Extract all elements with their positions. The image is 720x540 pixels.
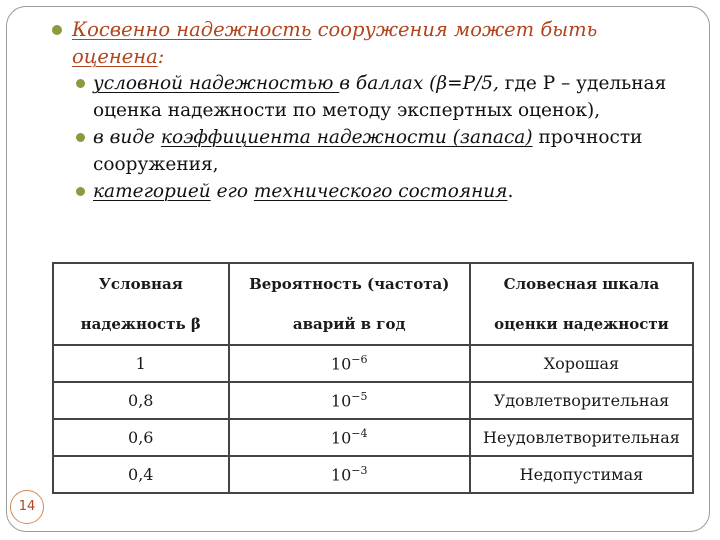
header-scale: Словесная шкала оценки надежности (470, 263, 693, 345)
cell-probability: $10^{-6}$ (229, 345, 470, 382)
cell-scale: Неудовлетворительная (470, 419, 693, 456)
bullet-dot-icon (76, 133, 85, 142)
cell-beta: 0,6 (53, 419, 229, 456)
bullet-list (50, 16, 690, 205)
cell-probability: $10^{-4}$ (229, 419, 470, 456)
table-row (53, 382, 693, 419)
bullet-dot-icon (52, 25, 62, 35)
lead-bullet (50, 16, 690, 70)
sub-bullet-2-lead: в виде (93, 127, 161, 148)
cell-scale: Недопустимая (470, 456, 693, 493)
reliability-table (52, 262, 694, 494)
table-row (53, 456, 693, 493)
cell-beta: 1 (53, 345, 229, 382)
table-row (53, 419, 693, 456)
sub-bullet-2-rest: прочности сооружения, (93, 127, 643, 175)
sub-bullet-1-rest: где Р – удельная оценка надежности по методу экспертных оценок), (93, 73, 667, 121)
sub-bullet-2-term: коэффициента надежности (запаса) (160, 127, 533, 148)
table-row (53, 345, 693, 382)
cell-probability: $10^{-3}$ (229, 456, 470, 493)
cell-beta: 0,4 (53, 456, 229, 493)
bullet-dot-icon (76, 187, 85, 196)
sub-bullet-3-term-2: технического состояния (253, 181, 508, 202)
sub-bullet-3 (74, 178, 690, 205)
cell-beta: 0,8 (53, 382, 229, 419)
header-probability: Вероятность (частота) аварий в год (229, 263, 470, 345)
cell-scale: Удовлетворительная (470, 382, 693, 419)
table-header-row (53, 263, 693, 345)
bullet-dot-icon (76, 79, 85, 88)
sub-bullet-1 (74, 70, 690, 124)
header-reliability: Условная надежность β (53, 263, 229, 345)
lead-underlined: Косвенно надежность (72, 18, 312, 41)
cell-probability: $10^{-5}$ (229, 382, 470, 419)
lead-text: сооружения может быть (311, 18, 598, 41)
sub-bullet-3-end: . (507, 181, 514, 202)
cell-scale: Хорошая (470, 345, 693, 382)
formula: =Р/5, (447, 73, 499, 94)
lead-colon: : (157, 45, 165, 68)
sub-bullet-3-term: категорией (93, 181, 211, 202)
sub-bullet-1-term: условной надежностью (93, 73, 340, 94)
sub-bullet-3-text: его (210, 181, 254, 202)
sub-bullet-2 (74, 124, 690, 178)
page-number: 14 (10, 490, 44, 524)
lead-underlined-2: оценена (72, 45, 158, 68)
sub-bullet-1-text: в баллах ( (339, 73, 437, 94)
beta-symbol: β (436, 73, 448, 94)
